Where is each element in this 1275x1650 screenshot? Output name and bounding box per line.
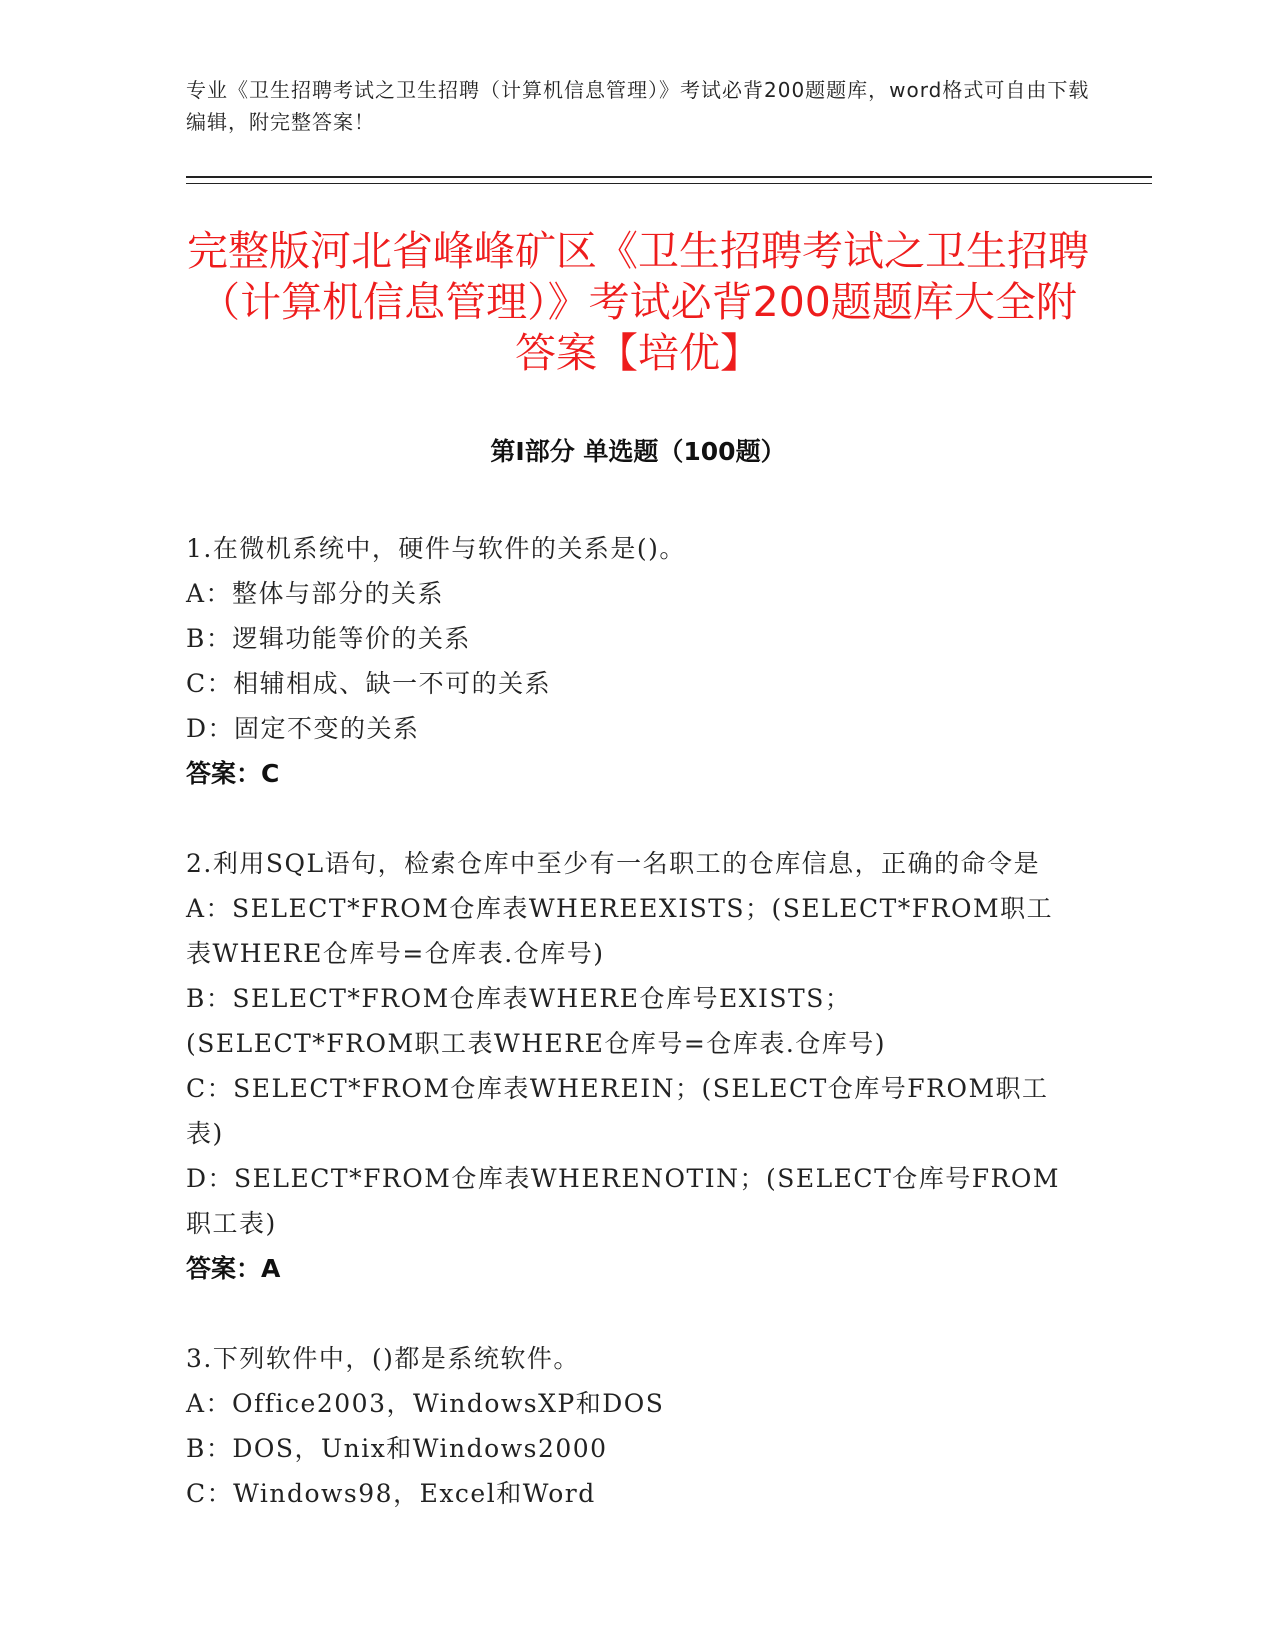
option-a: A：整体与部分的关系 [186, 579, 445, 608]
option-b: B：SELECT*FROM仓库表WHERE仓库号EXISTS；(SELECT*FROM职工表WHERE仓库号=仓库表.仓库号) [186, 984, 887, 1058]
option-c: C：SELECT*FROM仓库表WHEREIN；(SELECT仓库号FROM职工表) [186, 1074, 1049, 1148]
header-rule-thick [186, 176, 1152, 178]
question-list [186, 526, 1066, 1561]
section-heading: 第Ⅰ部分 单选题（100题） [490, 437, 786, 466]
question-stem: 1.在微机系统中，硬件与软件的关系是()。 [186, 534, 686, 563]
header-rule-thin [186, 183, 1152, 184]
option-d: D：固定不变的关系 [186, 714, 420, 743]
option-a: A：SELECT*FROM仓库表WHEREEXISTS；(SELECT*FROM职工表WHERE仓库号=仓库表.仓库号) [186, 894, 1054, 968]
document-title: 完整版河北省峰峰矿区《卫生招聘考试之卫生招聘（计算机信息管理）》考试必背200题题库大全附答案【培优】 [187, 227, 1089, 377]
question-2 [186, 841, 1066, 1291]
answer-line: 答案：A [186, 1254, 281, 1283]
header-note: 专业《卫生招聘考试之卫生招聘（计算机信息管理）》考试必背200题题库，word格式可自由下载编辑，附完整答案！ [186, 78, 1090, 134]
answer-line: 答案：C [186, 759, 280, 788]
option-c: C：Windows98，Excel和Word [186, 1479, 596, 1508]
question-stem: 3.下列软件中，()都是系统软件。 [186, 1344, 580, 1373]
option-a: A：Office2003，WindowsXP和DOS [186, 1389, 665, 1418]
option-c: C：相辅相成、缺一不可的关系 [186, 669, 552, 698]
question-3 [186, 1336, 1066, 1516]
option-b: B：逻辑功能等价的关系 [186, 624, 471, 653]
option-b: B：DOS，Unix和Windows2000 [186, 1434, 608, 1463]
option-d: D：SELECT*FROM仓库表WHERENOTIN；(SELECT仓库号FROM职工表) [186, 1164, 1061, 1238]
question-1 [186, 526, 1066, 796]
question-stem: 2.利用SQL语句，检索仓库中至少有一名职工的仓库信息，正确的命令是 [186, 849, 1041, 878]
